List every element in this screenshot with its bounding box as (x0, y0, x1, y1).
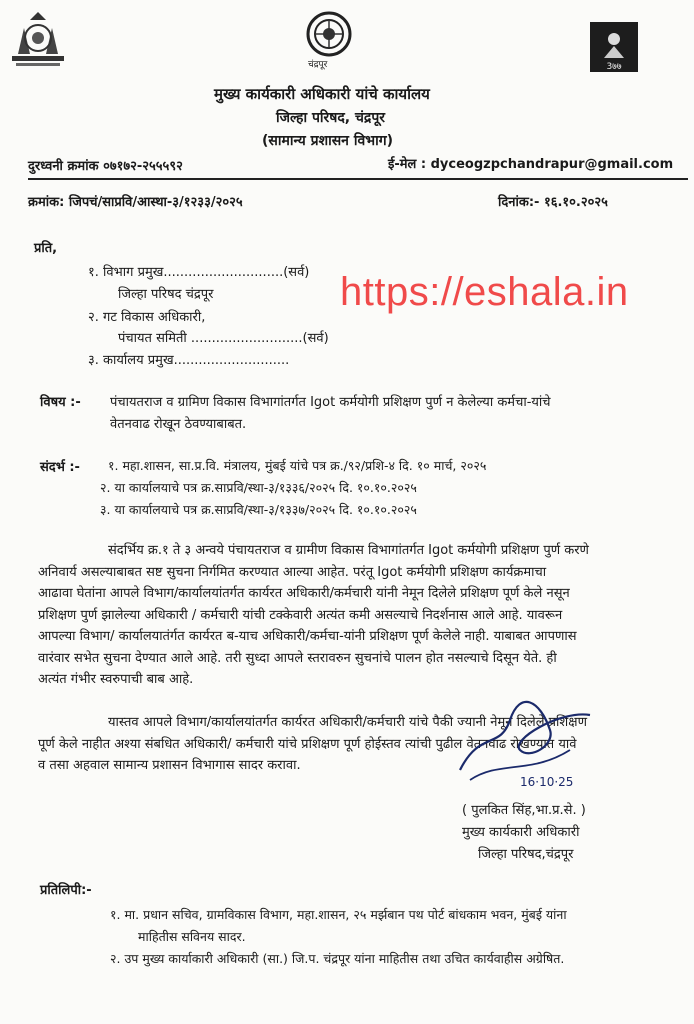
svg-text:3७७: 3७७ (606, 62, 622, 72)
recipient-1-line-1: १. विभाग प्रमुख.............................(सर्व) (88, 265, 310, 280)
copy-to-1-line-2: माहितीस सविनय सादर. (138, 929, 246, 944)
signatory-designation: मुख्य कार्यकारी अधिकारी (462, 825, 580, 840)
subject-line-1: पंचायतराज व ग्रामिण विकास विभागांतर्गत Igot कर्मयोगी प्रशिक्षण पुर्ण न केलेल्या कर्मचा-यांचे (110, 395, 551, 410)
paragraph-2-line: यास्तव आपले विभाग/कार्यालयांतर्गत कार्यरत अधिकारी/कर्मचारी यांचे पैकी ज्यानी नेमून दिलेले प्रशिक्षण (108, 715, 587, 730)
paragraph-1-line: प्रशिक्षण पुर्ण झालेल्या अधिकारी / कर्मचारी यांची टक्केवारी अत्यंत कमी असल्याचे निदर्शनास आले आहे. यावरून (38, 607, 563, 623)
handwritten-signature (440, 690, 610, 790)
office-location: जिल्हा परिषद, चंद्रपूर (276, 110, 386, 126)
paragraph-2-line: पूर्ण केले नाहीत अश्या संबधित अधिकारी/ कर्मचारी यांचे प्रशिक्षण पूर्ण होईस्तव त्यांची पुढील वेतनवाढ रोखण्यात यावे (38, 736, 577, 752)
recipient-2-line-2: पंचायत समिती ...........................(सर्व) (118, 331, 329, 346)
email-address: ई-मेल : dyceogzpchandrapur@gmail.com (388, 157, 674, 172)
reference-1: १. महा.शासन, सा.प्र.वि. मंत्रालय, मुंबई यांचे पत्र क्र./९२/प्रशि-४ दि. १० मार्च, २०२५ (108, 458, 487, 473)
recipient-3: ३. कार्यालय प्रमुख............................ (88, 353, 290, 368)
copy-to-2: २. उप मुख्य कार्याकारी अधिकारी (सा.) जि.प. चंद्रपूर यांना माहितीस तथा उचित कार्यवाहीस अग्रेषित. (110, 951, 565, 966)
recipient-1-line-2: जिल्हा परिषद चंद्रपूर (118, 287, 214, 302)
reference-label: संदर्भ :- (40, 460, 80, 475)
copy-to-label: प्रतिलिपी:- (40, 883, 92, 898)
svg-text:16·10·25: 16·10·25 (520, 775, 574, 789)
paragraph-1-line: अनिवार्य असल्याबाबत सष्ट सुचना निर्गमित करण्यात आल्या आहेत. परंतू Igot कर्मयोगी प्रशिक्षण कार्यक्रमाचा (38, 564, 547, 580)
paragraph-1-line: संदर्भिय क्र.१ ते ३ अन्वये पंचायतराज व ग्रामीण विकास विभागांतर्गत Igot कर्मयोगी प्रशिक्षण पुर्ण करणे (108, 543, 589, 558)
phone-number: दुरध्वनी क्रमांक ०७१७२-२५५५९२ (28, 159, 183, 174)
subject-label: विषय :- (40, 395, 81, 410)
seal-caption: चंद्रपूर (308, 60, 328, 70)
body-paragraph-1 (38, 540, 589, 691)
department-name: (सामान्य प्रशासन विभाग) (262, 133, 393, 149)
paragraph-1-line: अत्यंत गंभीर स्वरुपाची बाब आहे. (38, 672, 194, 687)
paragraph-1-line: आढावा घेतांना आपले विभाग/कार्यालयांतर्गत कार्यरत अधिकारी/कर्मचारी यांनी नेमून दिलेले प्रशिक्षण पूर्ण केले नसून (38, 586, 570, 601)
signatory-name: ( पुलकित सिंह,भा.प्र.से. ) (462, 803, 586, 818)
signatory-office: जिल्हा परिषद,चंद्रपूर (478, 847, 574, 862)
header-divider (28, 178, 688, 180)
subject-line-2: वेतनवाढ रोखून ठेवण्याबाबत. (110, 417, 247, 432)
copy-to-1-line-1: १. मा. प्रधान सचिव, ग्रामविकास विभाग, महा.शासन, २५ मर्झबान पथ पोर्ट बांधकाम भवन, मुंबई यांना (110, 907, 567, 922)
right-badge-logo (590, 22, 638, 72)
office-title: मुख्य कार्यकारी अधिकारी यांचे कार्यालय (214, 85, 430, 103)
paragraph-1-line: आपल्या विभाग/ कार्यालयातंर्गत कार्यरत ब-याच अधिकारी/कर्मचा-यांनी प्रशिक्षण पूर्ण केलेले नाही. याबाबत आपणास (38, 629, 577, 644)
reference-2: २. या कार्यालयाचे पत्र क्र.साप्रवि/स्था-३/१३३६/२०२५ दि. १०.१०.२०२५ (100, 480, 417, 495)
letter-date: दिनांक:- १६.१०.२०२५ (498, 195, 608, 210)
zp-chandrapur-seal-logo (300, 10, 358, 70)
website-watermark: https://eshala.in (340, 270, 629, 314)
recipient-2-line-1: २. गट विकास अधिकारी, (88, 310, 206, 325)
reference-number: क्रमांक: जिपचं/साप्रवि/आस्था-३/१२३३/२०२५ (28, 195, 243, 210)
maharashtra-emblem-logo (8, 8, 68, 68)
reference-3: ३. या कार्यालयाचे पत्र क्र.साप्रवि/स्था-३/१३३७/२०२५ दि. १०.१०.२०२५ (100, 502, 417, 517)
paragraph-1-line: वारंवार सभेत सुचना देण्यात आले आहे. तरी सुध्दा आपले स्तरावरुन सुचनांचे पालन होत नसल्याचे दिसून येते. ही (38, 650, 557, 666)
paragraph-2-line: व तसा अहवाल सामान्य प्रशासन विभागास सादर करावा. (38, 758, 301, 773)
to-label: प्रति, (34, 241, 58, 256)
